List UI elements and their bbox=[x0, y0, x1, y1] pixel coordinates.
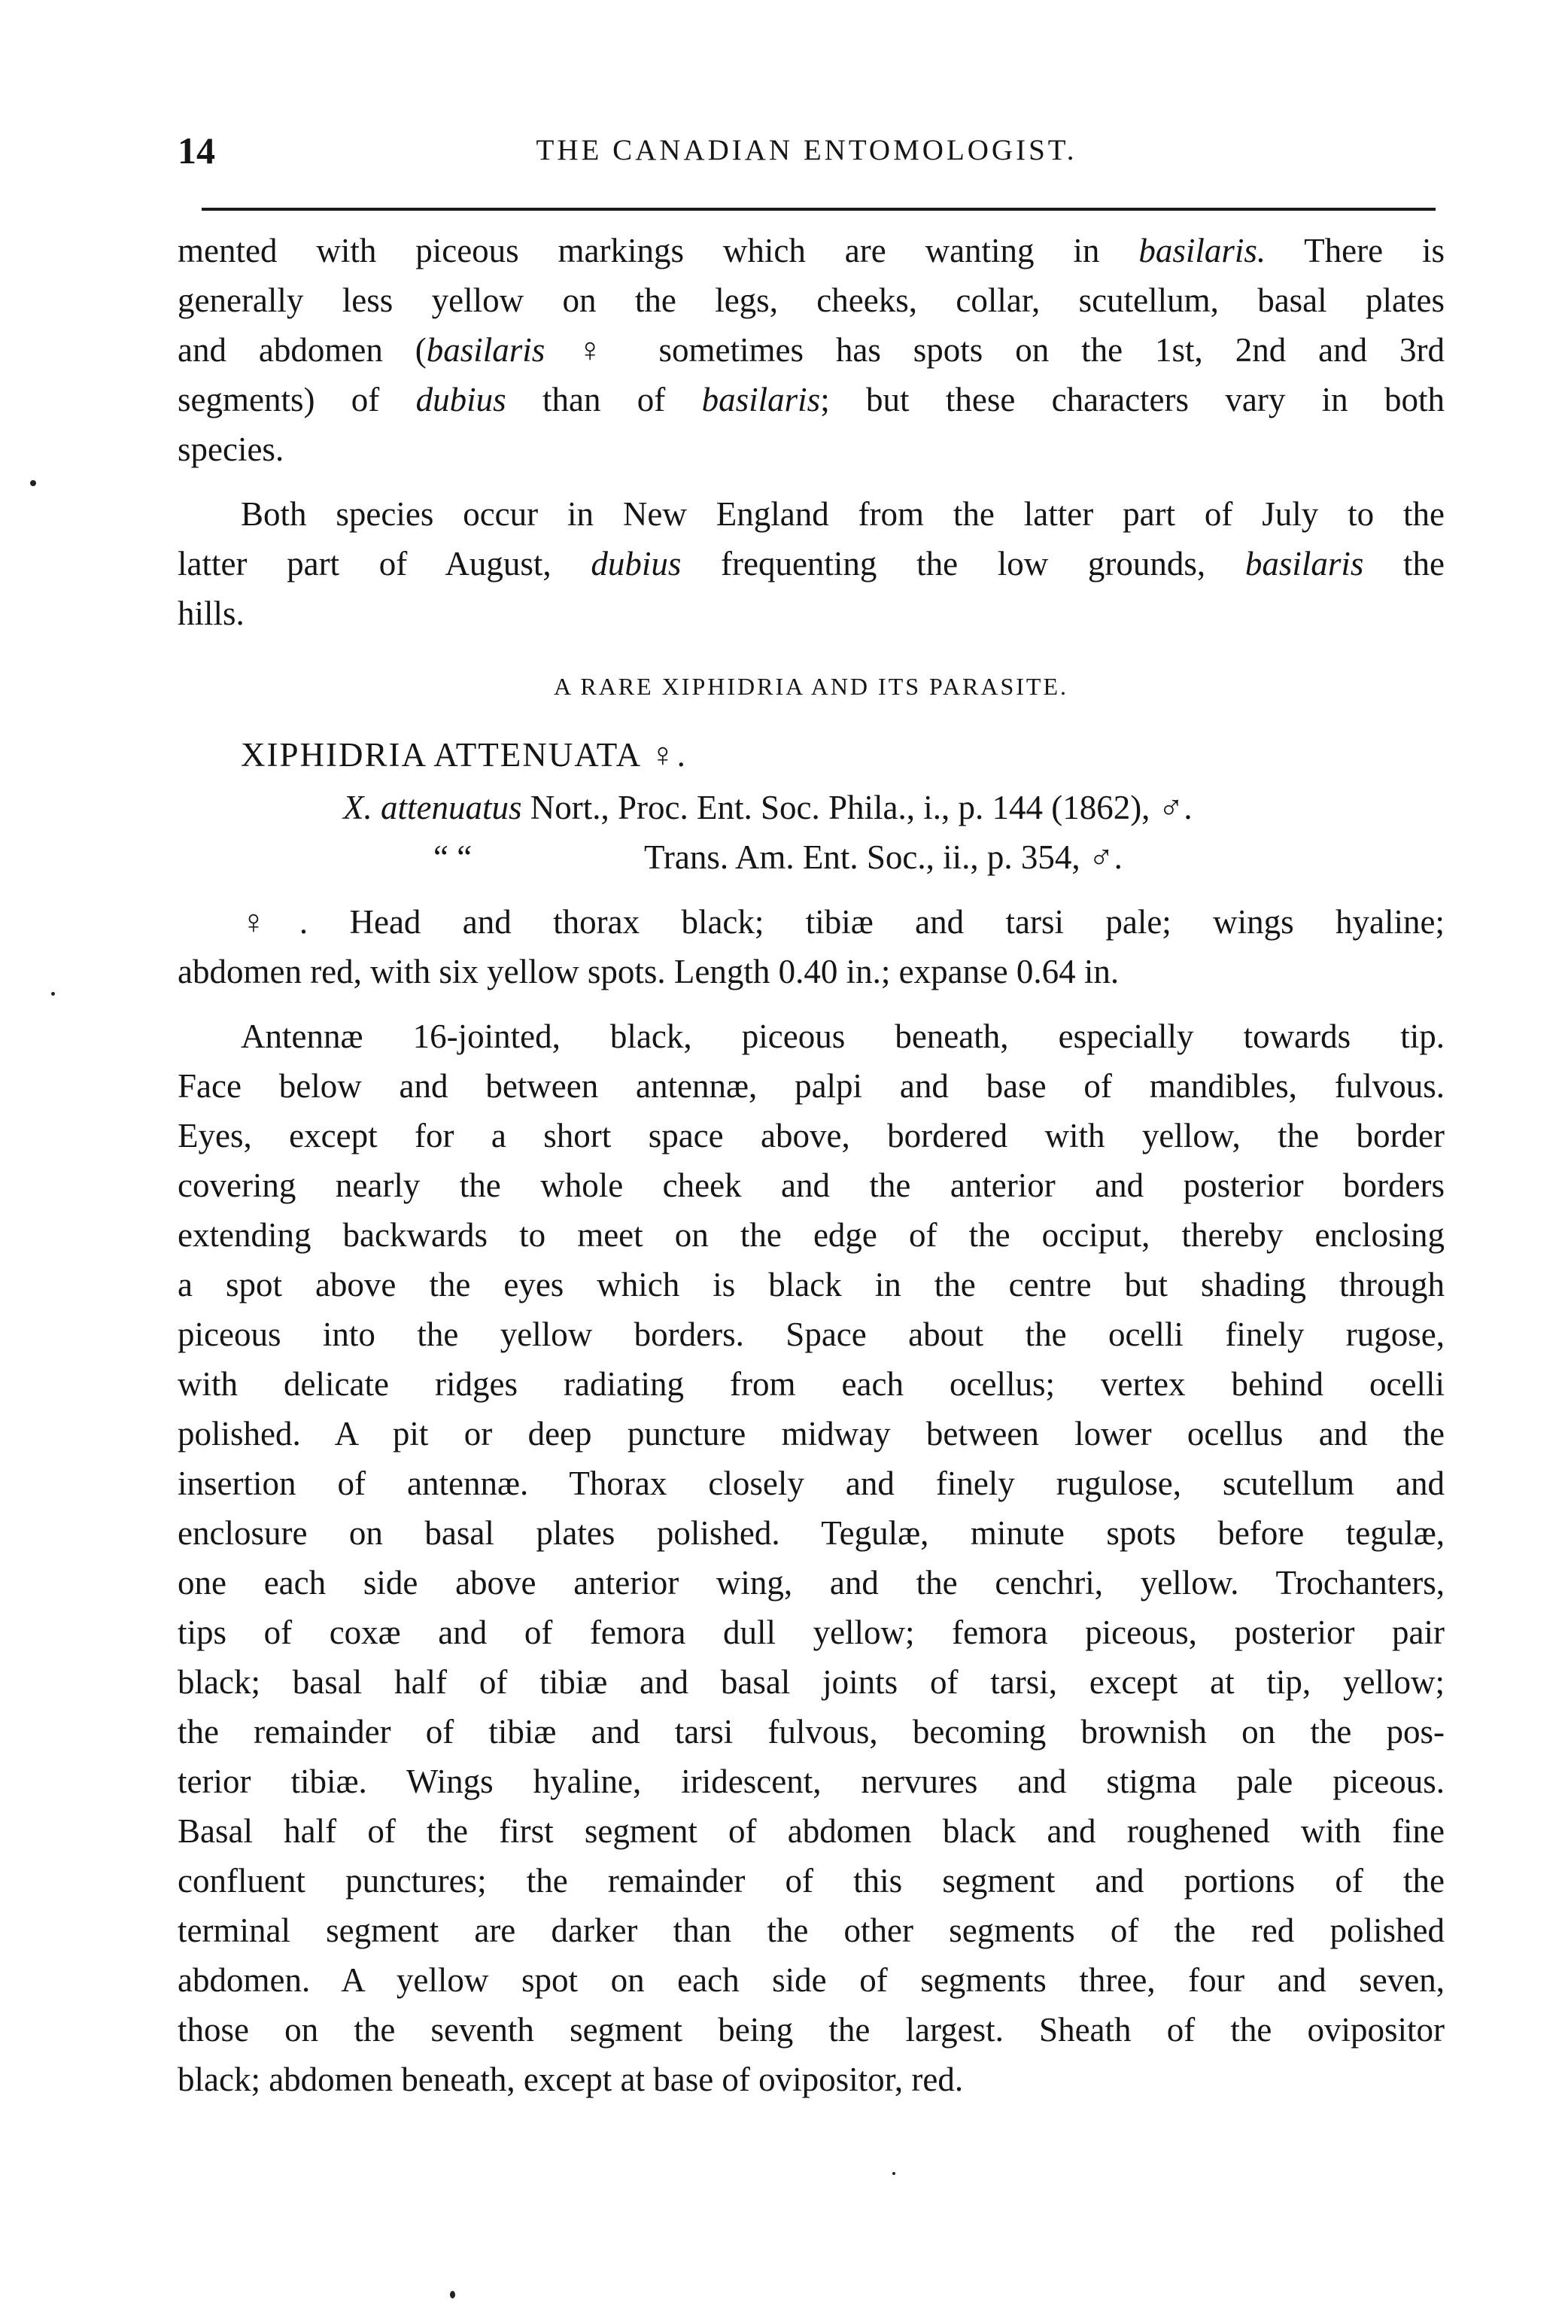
section-heading: A RARE XIPHIDRIA AND ITS PARASITE. bbox=[554, 673, 1068, 700]
text-run: frequenting the low grounds, bbox=[681, 545, 1245, 583]
text-run: terior tibiæ. Wings hyaline, iridescent, nervures and stigma pale piceous. bbox=[178, 1763, 1445, 1800]
text-line bbox=[178, 1856, 1445, 1906]
print-speck bbox=[30, 480, 36, 486]
text-run: with delicate ridges radiating from each ocellus; vertex behind ocelli bbox=[178, 1365, 1445, 1403]
text-line bbox=[178, 1160, 1445, 1210]
text-line bbox=[178, 1806, 1445, 1856]
italic-term: basilaris. bbox=[1138, 232, 1266, 269]
text-line bbox=[178, 1061, 1445, 1111]
text-run: There is bbox=[1266, 232, 1445, 269]
text-run: and abdomen ( bbox=[178, 331, 427, 369]
header-rule bbox=[202, 208, 1436, 211]
text-run: segments) of bbox=[178, 381, 416, 418]
page-header bbox=[178, 123, 1436, 178]
text-run: Eyes, except for a short space above, bordered with yellow, the border bbox=[178, 1117, 1445, 1154]
text-line bbox=[178, 1955, 1445, 2005]
text-run: hills. bbox=[178, 595, 245, 632]
ditto-marks: “ “ bbox=[433, 838, 473, 876]
text-run: Both species occur in New England from the latter part of July to the bbox=[241, 495, 1445, 533]
text-run: Antennæ 16-jointed, black, piceous beneath, especially towards tip. bbox=[241, 1018, 1445, 1055]
text-run: ♀ sometimes has spots on the 1st, 2nd and 3rd bbox=[545, 331, 1445, 369]
paragraph-2 bbox=[178, 489, 1445, 638]
text-run: generally less yellow on the legs, cheeks, collar, scutellum, basal plates bbox=[178, 281, 1445, 319]
text-line bbox=[178, 1608, 1445, 1657]
synonymy-block bbox=[178, 783, 1445, 882]
text-run: those on the seventh segment being the largest. Sheath of the ovipositor bbox=[178, 2011, 1445, 2049]
text-line bbox=[178, 1310, 1445, 1359]
text-line bbox=[178, 589, 1445, 638]
italic-term: basilaris bbox=[1244, 545, 1364, 583]
text-run: ; but these characters vary in both bbox=[820, 381, 1445, 418]
text-line bbox=[178, 489, 1445, 539]
text-line bbox=[178, 897, 1445, 947]
text-run: Basal half of the first segment of abdomen black and roughened with fine bbox=[178, 1812, 1445, 1850]
synonym-citation-1: Nort., Proc. Ent. Soc. Phila., i., p. 144 (1862), ♂. bbox=[521, 789, 1193, 826]
text-line bbox=[178, 226, 1445, 275]
text-line bbox=[178, 275, 1445, 325]
synonymy-line-1 bbox=[178, 783, 1445, 832]
page-number: 14 bbox=[178, 129, 215, 172]
text-line bbox=[178, 1111, 1445, 1160]
text-line bbox=[178, 1409, 1445, 1459]
text-run: one each side above anterior wing, and the cenchri, yellow. Trochanters, bbox=[178, 1564, 1445, 1602]
text-run: polished. A pit or deep puncture midway between lower ocellus and the bbox=[178, 1415, 1445, 1452]
italic-term: basilaris bbox=[701, 381, 821, 418]
text-run: extending backwards to meet on the edge of the occiput, thereby enclosing bbox=[178, 1216, 1445, 1254]
text-run: black; basal half of tibiæ and basal joints of tarsi, except at tip, yellow; bbox=[178, 1663, 1445, 1701]
text-line bbox=[178, 1260, 1445, 1310]
text-line bbox=[178, 1906, 1445, 1955]
running-title: THE CANADIAN ENTOMOLOGIST. bbox=[536, 134, 1077, 166]
text-line bbox=[178, 424, 1445, 474]
text-run: the remainder of tibiæ and tarsi fulvous, becoming brownish on the pos- bbox=[178, 1713, 1445, 1751]
species-heading: XIPHIDRIA ATTENUATA ♀. bbox=[241, 736, 687, 774]
body-text bbox=[178, 226, 1445, 2104]
text-run: insertion of antennæ. Thorax closely and finely rugulose, scutellum and bbox=[178, 1465, 1445, 1502]
text-line bbox=[178, 325, 1445, 375]
print-speck bbox=[450, 2291, 455, 2298]
text-line bbox=[178, 947, 1445, 996]
text-line bbox=[178, 1359, 1445, 1409]
text-run: tips of coxæ and of femora dull yellow; femora piceous, posterior pair bbox=[178, 1614, 1445, 1651]
paragraph-3 bbox=[178, 897, 1445, 996]
text-run: piceous into the yellow borders. Space about the ocelli finely rugose, bbox=[178, 1316, 1445, 1353]
text-run: latter part of August, bbox=[178, 545, 591, 583]
italic-term: dubius bbox=[591, 545, 682, 583]
text-run: confluent punctures; the remainder of this segment and portions of the bbox=[178, 1862, 1445, 1900]
text-run: species. bbox=[178, 430, 284, 468]
text-line bbox=[178, 1757, 1445, 1806]
text-run: a spot above the eyes which is black in the centre but shading through bbox=[178, 1266, 1445, 1303]
text-line bbox=[178, 1657, 1445, 1707]
text-run: abdomen. A yellow spot on each side of segments three, four and seven, bbox=[178, 1961, 1445, 1999]
text-run: black; abdomen beneath, except at base of ovipositor, red. bbox=[178, 2061, 964, 2098]
print-speck bbox=[51, 992, 55, 996]
text-run: Face below and between antennæ, palpi and base of mandibles, fulvous. bbox=[178, 1067, 1445, 1105]
text-run: enclosure on basal plates polished. Tegulæ, minute spots before tegulæ, bbox=[178, 1514, 1445, 1552]
text-line bbox=[178, 375, 1445, 424]
synonymy-line-2 bbox=[178, 832, 1445, 882]
italic-term: dubius bbox=[415, 381, 506, 418]
text-run: covering nearly the whole cheek and the anterior and posterior borders bbox=[178, 1167, 1445, 1204]
text-run: abdomen red, with six yellow spots. Length 0.40 in.; expanse 0.64 in. bbox=[178, 953, 1120, 990]
text-line bbox=[178, 1011, 1445, 1061]
text-line bbox=[178, 539, 1445, 589]
text-run: terminal segment are darker than the other segments of the red polished bbox=[178, 1912, 1445, 1949]
synonym-citation-2: Trans. Am. Ent. Soc., ii., p. 354, ♂. bbox=[644, 838, 1123, 876]
synonym-genus: X. attenuatus bbox=[343, 789, 522, 826]
print-speck bbox=[892, 2172, 895, 2175]
text-run: than of bbox=[506, 381, 702, 418]
text-line bbox=[178, 1558, 1445, 1608]
italic-term: basilaris bbox=[426, 331, 545, 369]
text-run: ♀. Head and thorax black; tibiæ and tarsi pale; wings hyaline; bbox=[241, 903, 1445, 941]
text-line bbox=[178, 1508, 1445, 1558]
text-line bbox=[178, 1210, 1445, 1260]
text-line bbox=[178, 1707, 1445, 1757]
paragraph-4 bbox=[178, 1011, 1445, 2104]
text-run: the bbox=[1363, 545, 1445, 583]
text-line bbox=[178, 2055, 1445, 2104]
text-run: mented with piceous markings which are wanting in bbox=[178, 232, 1139, 269]
text-line bbox=[178, 1459, 1445, 1508]
paragraph-1 bbox=[178, 226, 1445, 474]
text-line bbox=[178, 2005, 1445, 2055]
